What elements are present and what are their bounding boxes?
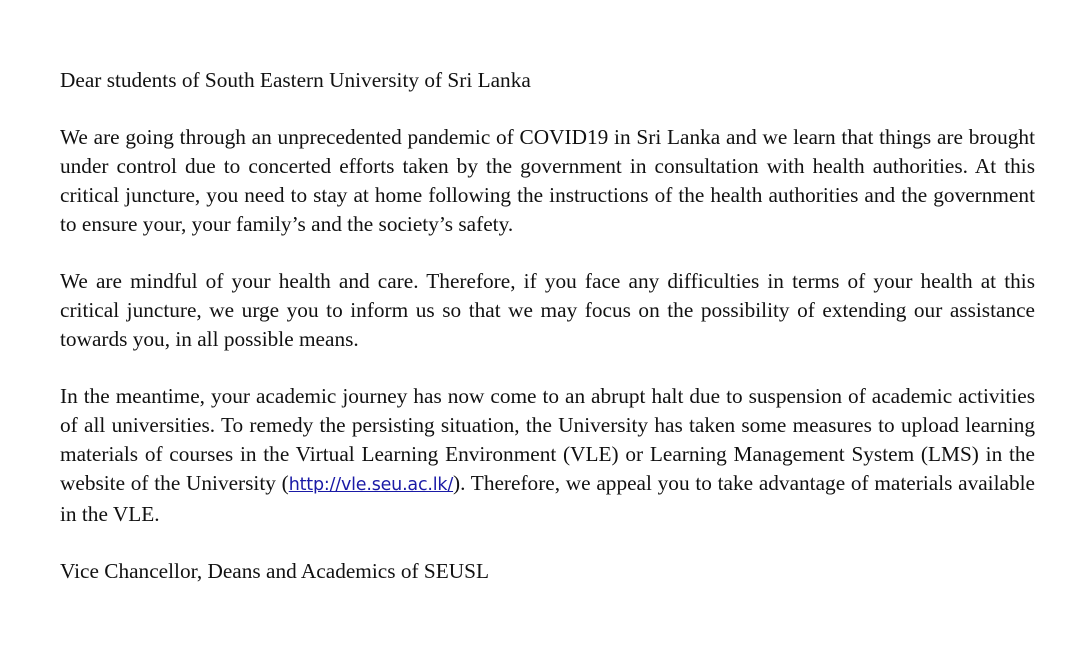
vle-link[interactable]: http://vle.seu.ac.lk/ [288,475,454,495]
paragraph-vle [60,382,1035,529]
letter-body [60,66,1035,586]
paragraph-health-support: We are mindful of your health and care. Therefore, if you face any difficulties in terms of your health at this critical juncture, we urge you to inform us so that we may focus on the possibility of extending our assistance towards you, in all possible means. [60,269,1035,351]
paragraph-pandemic: We are going through an unprecedented pandemic of COVID19 in Sri Lanka and we learn that things are brought under control due to concerted efforts taken by the government in consultation with health authorities. At this critical juncture, you need to stay at home following the instructions of the health authorities and the government to ensure your, your family’s and the society’s safety. [60,125,1035,236]
paragraph-vle-text-after-link: ). Therefore, we appeal you to take advantage of materials available in the VLE. [60,471,1035,526]
salutation: Dear students of South Eastern University of Sri Lanka [60,68,531,92]
signature: Vice Chancellor, Deans and Academics of SEUSL [60,559,490,583]
paragraph-vle-text-before-link: In the meantime, your academic journey has now come to an abrupt halt due to suspension of academic activities of all universities. To remedy the persisting situation, the University has taken some measures to upload learning materials of courses in the Virtual Learning Environment (VLE) or Learning Management System (LMS) in the website of the University ( [60,384,1035,495]
